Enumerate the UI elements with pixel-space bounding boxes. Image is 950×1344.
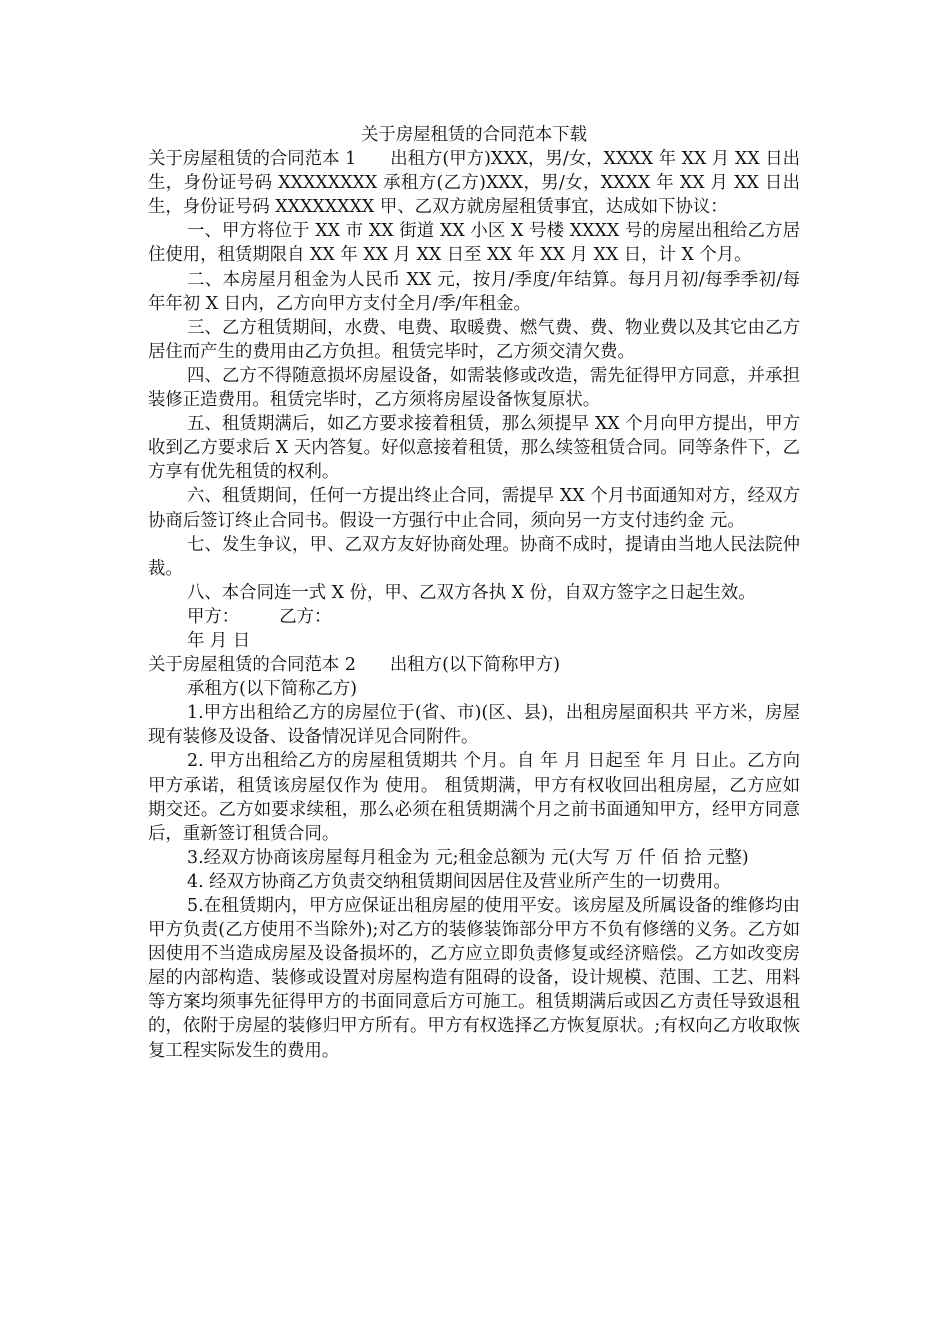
sample2-heading: 关于房屋租赁的合同范本 2 <box>148 655 356 676</box>
date-line: 年 月 日 <box>187 630 251 651</box>
sample2-clause-5: 5.在租赁期内，甲方应保证出租房屋的使用平安。该房屋及所属设备的维修均由甲方负责(乙方使用不当除外);对乙方的装修装饰部分甲方不负有修缮的义务。乙方如因使用不当造成房屋及设备损坏的，乙方应立即负责修复或经济赔偿。乙方如改变房屋的内部构造、装修或设置对房屋构造有阻碍的设备，设计规模、范围、工艺、用料等方案均须事先征得甲方的书面同意后方可施工。租赁期满后或因乙方责任导致退租的，依附于房屋的装修归甲方所有。甲方有权选择乙方恢复原状。;有权向乙方收取恢复工程实际发生的费用。 <box>148 896 800 1061</box>
sample1-clause-2: 二、本房屋月租金为人民币 XX 元，按月/季度/年结算。每月月初/每季季初/每年年初 X 日内，乙方向甲方支付全月/季/年租金。 <box>148 269 800 314</box>
party-b-label: 乙方： <box>279 606 332 627</box>
sample1-clause-5: 五、租赁期满后，如乙方要求接着租赁，那么须提早 XX 个月向甲方提出，甲方收到乙方要求后 X 天内答复。好似意接着租赁，那么续签租赁合同。同等条件下，乙方享有优先租赁的权利。 <box>148 414 800 483</box>
party-a-label: 甲方： <box>187 606 240 627</box>
sample1-intro: 出租方(甲方)XXX，男/女，XXXX 年 XX 月 XX 日出生，身份证号码 XXXXXXXX 承租方(乙方)XXX，男/女，XXXX 年 XX 月 XX 日出生，身份证号码 XXXXXXXX 甲、乙双方就房屋租赁事宜，达成如下协议： <box>148 149 800 218</box>
sample2-clause-3: 3.经双方协商该房屋每月租金为 元;租金总额为 元(大写 万 仟 佰 拾 元整) <box>187 847 749 868</box>
sample2-clause-2: 2. 甲方出租给乙方的房屋租赁期共 个月。自 年 月 日起至 年 月 日止。乙方向甲方承诺，租赁该房屋仅作为 使用。 租赁期满，甲方有权收回出租房屋，乙方应如期交还。乙方如要求续租，那么必须在租赁期满个月之前书面通知甲方，经甲方同意后，重新签订租赁合同。 <box>148 751 800 844</box>
document-title: 关于房屋租赁的合同范本下载 <box>360 125 588 145</box>
sample1-heading: 关于房屋租赁的合同范本 1 <box>148 149 357 170</box>
sample2-heading-line <box>148 653 800 677</box>
sample1-clause-4: 四、乙方不得随意损坏房屋设备，如需装修或改造，需先征得甲方同意，并承担装修正造费用。租赁完毕时，乙方须将房屋设备恢复原状。 <box>148 365 800 411</box>
sample1-clause-7: 七、发生争议，甲、乙双方友好协商处理。协商不成时，提请由当地人民法院仲裁。 <box>148 534 800 579</box>
sample1-clause-6: 六、租赁期间，任何一方提出终止合同，需提早 XX 个月书面通知对方，经双方协商后签订终止合同书。假设一方强行中止合同，须向另一方支付违约金 元。 <box>148 486 800 531</box>
sample2-lessor: 出租方(以下简称甲方) <box>389 655 560 676</box>
sample2-clause-1: 1.甲方出租给乙方的房屋位于(省、市)(区、县)，出租房屋面积共 平方米，房屋现有装修及设备、设备情况详见合同附件。 <box>148 703 800 748</box>
sample1-clause-1: 一、甲方将位于 XX 市 XX 街道 XX 小区 X 号楼 XXXX 号的房屋出租给乙方居住使用，租赁期限自 XX 年 XX 月 XX 日至 XX 年 XX 月 XX 日，计 X 个月。 <box>148 221 800 266</box>
signature-line <box>148 605 800 629</box>
sample2-clause-4: 4. 经双方协商乙方负责交纳租赁期间因居住及营业所产生的一切费用。 <box>187 871 731 892</box>
sample1-clause-8: 八、本合同连一式 X 份，甲、乙双方各执 X 份，自双方签字之日起生效。 <box>187 582 756 603</box>
sample1-intro-paragraph <box>148 147 800 219</box>
sample2-lessee: 承租方(以下简称乙方) <box>187 679 358 700</box>
sample1-clause-3: 三、乙方租赁期间，水费、电费、取暖费、燃气费、费、物业费以及其它由乙方居住而产生的费用由乙方负担。租赁完毕时，乙方须交清欠费。 <box>148 317 800 362</box>
document-body <box>148 123 800 1063</box>
